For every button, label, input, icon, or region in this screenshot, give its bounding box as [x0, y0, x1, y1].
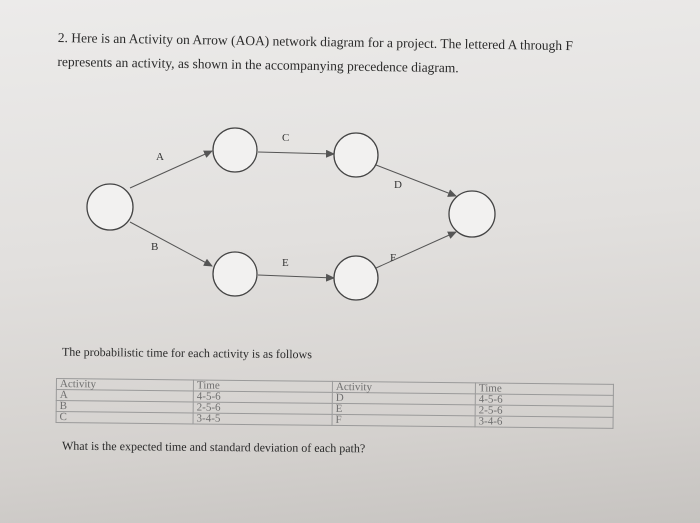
cell-time: 3-4-6 — [475, 416, 613, 428]
event-node-3 — [213, 252, 257, 296]
activity-label-e: E — [282, 257, 289, 269]
header-time-1: Time — [193, 380, 332, 392]
intro-text: The probabilistic time for each activity is as follows — [61, 344, 313, 362]
cell-activity: B — [56, 401, 193, 413]
cell-activity: E — [332, 403, 475, 415]
activity-label-b: B — [151, 241, 159, 253]
arrow-activity-e — [258, 275, 334, 278]
cell-time: 3-4-5 — [193, 413, 332, 425]
arrow-activity-a — [130, 151, 212, 188]
event-node-6 — [449, 191, 495, 237]
activity-label-f: F — [390, 252, 397, 264]
cell-activity: F — [332, 414, 475, 426]
activity-label-c: C — [282, 132, 290, 144]
cell-time: 2-5-6 — [475, 405, 613, 417]
header-activity-2: Activity — [332, 381, 475, 393]
cell-activity: D — [332, 392, 475, 404]
header-time-2: Time — [475, 383, 613, 395]
arrow-activity-f — [376, 232, 456, 268]
cell-time: 4-5-6 — [193, 391, 332, 403]
arrow-activity-b — [130, 222, 212, 266]
event-node-4 — [334, 133, 378, 177]
question-line-1: 2. Here is an Activity on Arrow (AOA) network diagram for a project. The lettered A through F — [57, 29, 574, 54]
cell-time: 4-5-6 — [475, 394, 613, 406]
followup-question: What is the expected time and standard deviation of each path? — [61, 438, 366, 456]
header-activity-1: Activity — [56, 379, 193, 391]
arrow-activity-d — [376, 165, 456, 196]
activity-label-a: A — [156, 151, 164, 163]
event-node-5 — [334, 256, 378, 300]
arrow-activity-c — [258, 152, 334, 154]
activity-time-table — [56, 378, 614, 429]
cell-activity: A — [56, 390, 193, 402]
event-node-1 — [87, 184, 133, 230]
question-line-2: represents an activity, as shown in the accompanying precedence diagram. — [57, 53, 459, 76]
cell-activity: C — [56, 412, 193, 424]
cell-time: 2-5-6 — [193, 402, 332, 414]
event-node-2 — [213, 128, 257, 172]
activity-label-d: D — [394, 179, 402, 191]
